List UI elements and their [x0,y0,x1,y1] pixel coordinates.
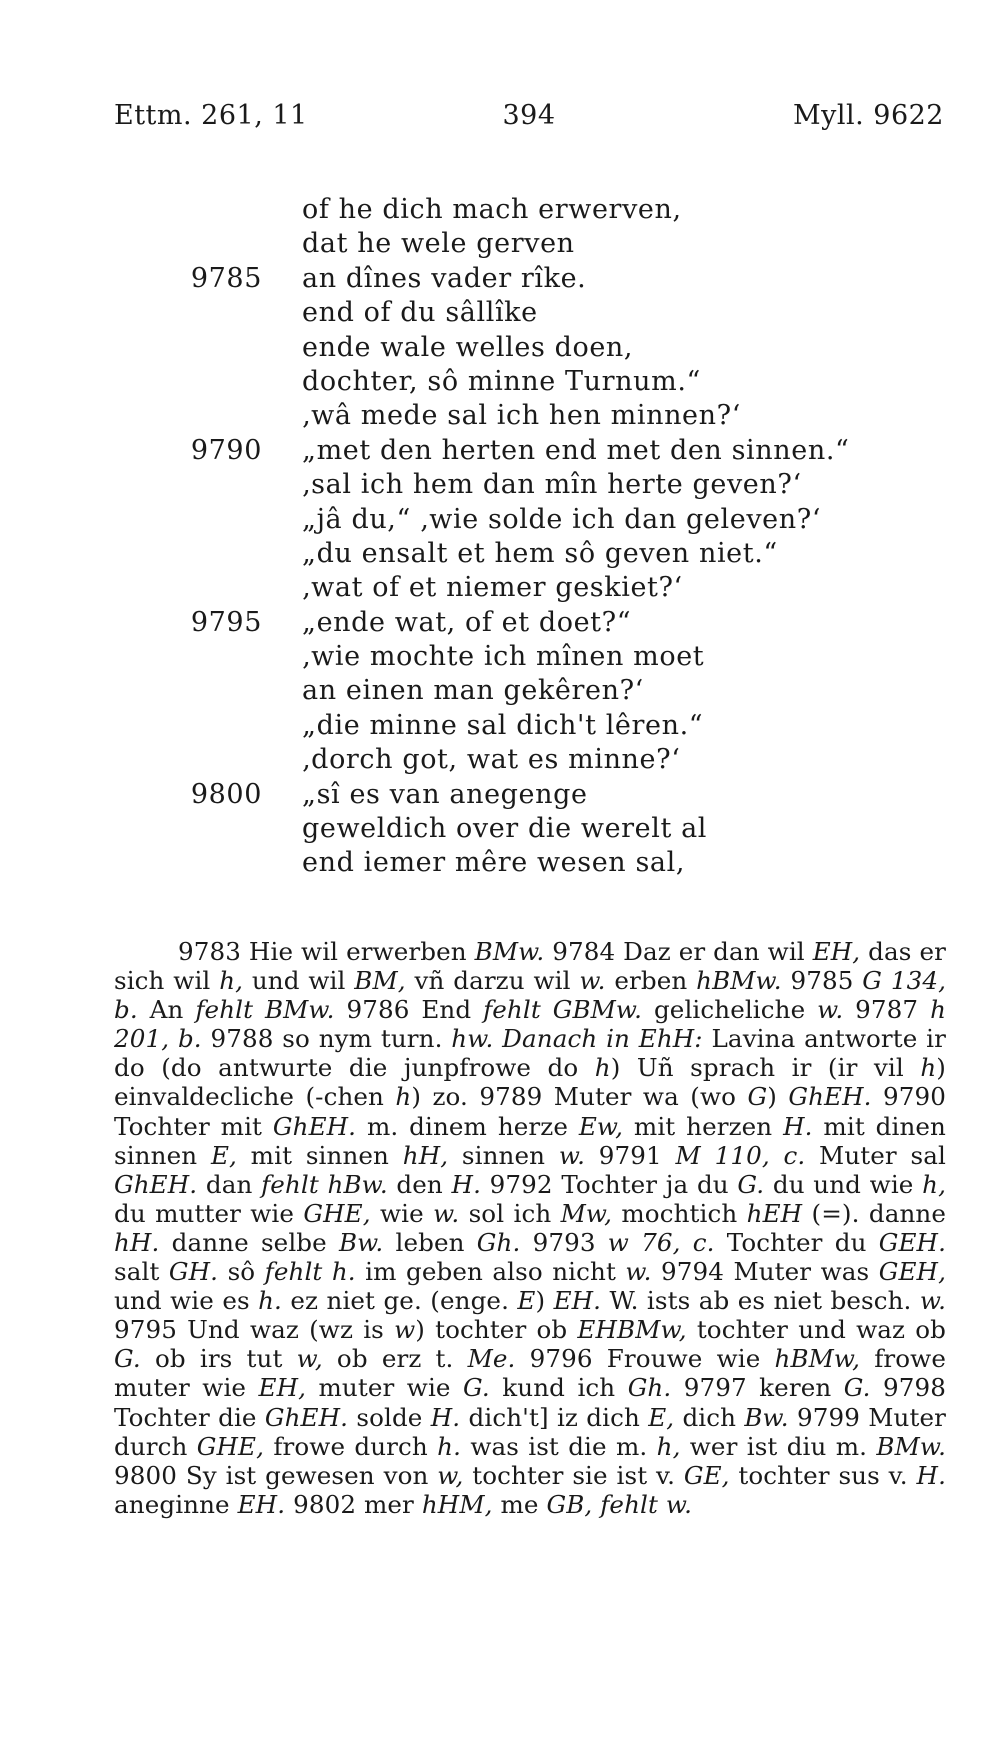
apparatus-text: erben [605,966,697,996]
apparatus-text: 9787 [843,995,931,1025]
siglum: H. [430,1402,461,1432]
apparatus-text: wie [370,1198,434,1228]
apparatus-text: das er sich wil [114,937,946,996]
siglum: w. [817,995,844,1025]
verse-line [0,399,1000,433]
apparatus-text: tochter und waz ob [686,1315,947,1345]
siglum: G. [114,1344,141,1374]
siglum: w. [579,966,606,996]
siglum: w, [296,1344,323,1374]
apparatus-text: was ist die m. [461,1431,657,1461]
siglum: w, [437,1460,464,1490]
running-header [114,100,944,140]
siglum: G. [737,1169,765,1199]
siglum: Bw. [338,1227,384,1257]
verse-line-text: „ende wat, of et doet?“ [302,606,632,638]
page-number: 394 [502,100,556,131]
verse-line [0,262,1000,296]
verse-line-text: ende wale welles doen, [302,331,634,363]
apparatus-text: 9802 mer [285,1489,422,1519]
apparatus-text: mit dinen sinnen [114,1111,946,1170]
apparatus-text: gelicheliche [642,995,818,1025]
verse-line-text: an dînes vader rîke. [302,262,587,294]
siglum: Mw, [560,1198,613,1228]
apparatus-text: ) zo. 9789 Muter wa (wo [411,1082,748,1112]
apparatus-text: leben [383,1227,477,1257]
siglum: hBMw, [774,1344,861,1374]
siglum: EH. [553,1286,602,1316]
verse-line [0,537,1000,571]
siglum: w 76, c. [607,1227,715,1257]
apparatus-text: und wil [243,966,355,996]
apparatus-text: W. ists ab es niet besch. [601,1286,920,1316]
apparatus-text: mit herzen [623,1111,784,1141]
verse-line-text: an einen man gekêren?‘ [302,675,644,707]
apparatus-text: 9792 Tochter ja du [481,1169,738,1199]
header-right-reference: Myll. 9622 [792,100,944,131]
siglum: w. [919,1286,946,1316]
apparatus-text: du und wie [764,1169,923,1199]
verse-line [0,812,1000,846]
siglum: GhEH. [788,1082,872,1112]
apparatus-text: ) tochter ob [415,1315,578,1345]
siglum: E, [210,1140,237,1170]
apparatus-text: 9790 Tochter mit [114,1082,946,1141]
siglum: fehlt hBw. [261,1169,388,1199]
apparatus-text: kund ich [489,1373,628,1403]
verse-line [0,434,1000,468]
apparatus-text: tochter sie ist v. [463,1460,684,1490]
apparatus-text: 9785 [781,966,863,996]
siglum: hw. Danach in EhH: [451,1024,703,1054]
critical-apparatus [114,937,946,1519]
apparatus-text: frowe muter wie [114,1344,946,1403]
apparatus-text: du mutter wie [114,1198,304,1228]
verse-line-text: ‚wie mochte ich mînen moet [302,641,705,673]
siglum: hH, [402,1140,449,1170]
verse-line-text: ‚dorch got, wat es minne?‘ [302,744,681,776]
siglum: BMw. [876,1431,947,1461]
siglum: GE, [683,1460,730,1490]
verse-line-text: „sî es van anegenge [302,778,588,810]
siglum: GhEH. [114,1169,198,1199]
siglum: Ew, [578,1111,624,1141]
siglum: h, [656,1431,681,1461]
apparatus-text: 9784 Daz er dan wil [544,937,813,966]
siglum: H. [783,1111,813,1141]
apparatus-text: me [492,1489,547,1519]
apparatus-text: 9791 [585,1140,676,1170]
siglum: GhEH. [272,1111,357,1141]
apparatus-text: dich [674,1402,745,1432]
verse-line [0,743,1000,777]
header-left-reference: Ettm. 261, 11 [114,100,308,131]
verse-line [0,503,1000,537]
siglum: G 134, b. [114,966,946,1025]
apparatus-text: den [387,1169,452,1199]
siglum: G. [843,1373,871,1403]
siglum: GhEH. [264,1402,349,1432]
verse-line-text: „met den herten end met den sinnen.“ [302,434,850,466]
apparatus-text: ob irs tut [140,1344,297,1374]
apparatus-text: 9798 Tochter die [114,1373,946,1432]
verse-line [0,674,1000,708]
siglum: hEH [746,1198,803,1228]
apparatus-text: 9786 End [334,995,484,1025]
verse-line-text: dat he wele gerven [302,228,575,260]
verse-line-text: „du ensalt et hem sô geven niet.“ [302,537,778,569]
siglum: fehlt w. [600,1489,693,1519]
verse-line-text: geweldich over die werelt al [302,813,708,845]
verse-line-text: „jâ du,“ ‚wie solde ich dan geleven?‘ [302,503,821,535]
verse-line [0,571,1000,605]
apparatus-text: 9797 keren [671,1373,844,1403]
siglum: G. [463,1373,490,1403]
siglum: Me. [467,1344,516,1374]
apparatus-text: im geben also nicht [355,1257,626,1287]
apparatus-text: und wie es [114,1286,259,1316]
siglum: GH. [168,1257,219,1287]
siglum: EH. [237,1489,286,1519]
siglum: M 110, c. [675,1140,806,1170]
siglum: h. [437,1431,462,1461]
verse-line [0,468,1000,502]
siglum: fehlt BMw. [195,995,335,1025]
siglum: H. [451,1169,481,1199]
siglum: hH. [114,1227,160,1257]
siglum: E [517,1286,536,1316]
siglum: w. [433,1198,460,1228]
siglum: EH, [812,937,861,966]
apparatus-text: vñ darzu wil [405,966,580,996]
verse-text [0,193,1000,881]
verse-number: 9795 [190,606,262,638]
siglum: fehlt h. [264,1257,356,1287]
verse-line [0,778,1000,812]
apparatus-text: 9783 Hie wil erwerben [178,937,475,966]
verse-line [0,606,1000,640]
siglum: h [594,1053,611,1083]
apparatus-text: muter wie [306,1373,464,1403]
verse-line-text: dochter, sô minne Turnum.“ [302,365,701,397]
apparatus-text: dan [197,1169,262,1199]
apparatus-text: ob erz t. [322,1344,468,1374]
siglum: hHM, [421,1489,493,1519]
apparatus-text: ) [535,1286,554,1316]
apparatus-text: ez niet ge. (enge. [281,1286,518,1316]
siglum: GB, [546,1489,593,1519]
siglum: EH, [258,1373,307,1403]
apparatus-text: frowe durch [264,1431,438,1461]
verse-number: 9800 [190,778,262,810]
verse-line [0,331,1000,365]
verse-line [0,193,1000,227]
siglum: Gh. [627,1373,672,1403]
verse-line [0,365,1000,399]
verse-line [0,709,1000,743]
siglum: BM, [354,966,406,996]
apparatus-text: danne selbe [159,1227,339,1257]
apparatus-text: 9796 Frouwe wie [515,1344,775,1374]
siglum: E, [648,1402,675,1432]
apparatus-text: m. dinem herze [356,1111,579,1141]
apparatus-text: 9793 [520,1227,608,1257]
apparatus-text: mochtich [612,1198,747,1228]
siglum: G [747,1082,768,1112]
apparatus-text: tochter sus v. [729,1460,917,1490]
siglum: GEH. [878,1227,946,1257]
siglum: H. [916,1460,946,1490]
siglum: h [920,1053,937,1083]
apparatus-text: 9794 Muter was [651,1257,879,1287]
siglum: h, [922,1169,946,1199]
verse-line [0,640,1000,674]
siglum: w [394,1315,416,1345]
apparatus-paragraph [114,937,946,1519]
verse-line-text: end of du sâllîke [302,297,538,329]
verse-number: 9790 [190,434,262,466]
siglum: GHE, [303,1198,371,1228]
siglum: fehlt GBMw. [483,995,643,1025]
siglum: GHE, [196,1431,265,1461]
apparatus-text: 9800 Sy ist gewesen von [114,1460,438,1490]
apparatus-text: aneginne [114,1489,238,1519]
siglum: Bw. [744,1402,789,1432]
siglum: w. [558,1140,585,1170]
verse-line-text: ‚sal ich hem dan mîn herte geven?‘ [302,469,802,501]
siglum: h. [258,1286,282,1316]
verse-line-text: ‚wat of et niemer geskiet?‘ [302,572,683,604]
verse-number: 9785 [190,262,262,294]
siglum: Gh. [476,1227,521,1257]
apparatus-text: 9788 so nym turn. [201,1024,452,1054]
verse-line [0,296,1000,330]
verse-line [0,846,1000,880]
apparatus-text: An [137,995,196,1025]
verse-line-text: of he dich mach erwerven, [302,194,682,225]
apparatus-text: mit sinnen [236,1140,403,1170]
apparatus-text: 9799 Muter durch [114,1402,946,1461]
apparatus-text: Muter sal [805,1140,946,1170]
apparatus-text: wer ist diu m. [680,1431,877,1461]
siglum: EHBMw, [577,1315,687,1345]
verse-line-text: ‚wâ mede sal ich hen minnen?‘ [302,400,741,432]
verse-line [0,227,1000,261]
apparatus-text: Lavina antworte ir do (do antwurte die junpfrowe do [114,1024,946,1083]
siglum: hBMw. [696,966,782,996]
apparatus-text: sol ich [459,1198,561,1228]
apparatus-text: Tochter du [714,1227,879,1257]
siglum: h [395,1082,412,1112]
siglum: w. [625,1257,652,1287]
siglum: h, [219,966,244,996]
siglum: h 201, b. [114,995,947,1054]
apparatus-text: ) [767,1082,789,1112]
verse-line-text: „die minne sal dich't lêren.“ [302,709,704,741]
apparatus-text: sô [218,1257,265,1287]
apparatus-text: 9795 Und waz (wz is [114,1315,395,1345]
apparatus-text: solde [348,1402,431,1432]
apparatus-text: dich't] iz dich [460,1402,649,1432]
siglum: BMw. [474,937,545,966]
apparatus-text: (=). danne [802,1198,946,1228]
apparatus-text: ) Uñ sprach ir (ir vil [610,1053,921,1083]
siglum: GEH, [878,1257,946,1287]
apparatus-text: ) einvaldecliche (-chen [114,1053,946,1112]
verse-line-text: end iemer mêre wesen sal, [302,847,686,879]
apparatus-text: salt [114,1257,169,1287]
apparatus-text: sinnen [448,1140,559,1170]
